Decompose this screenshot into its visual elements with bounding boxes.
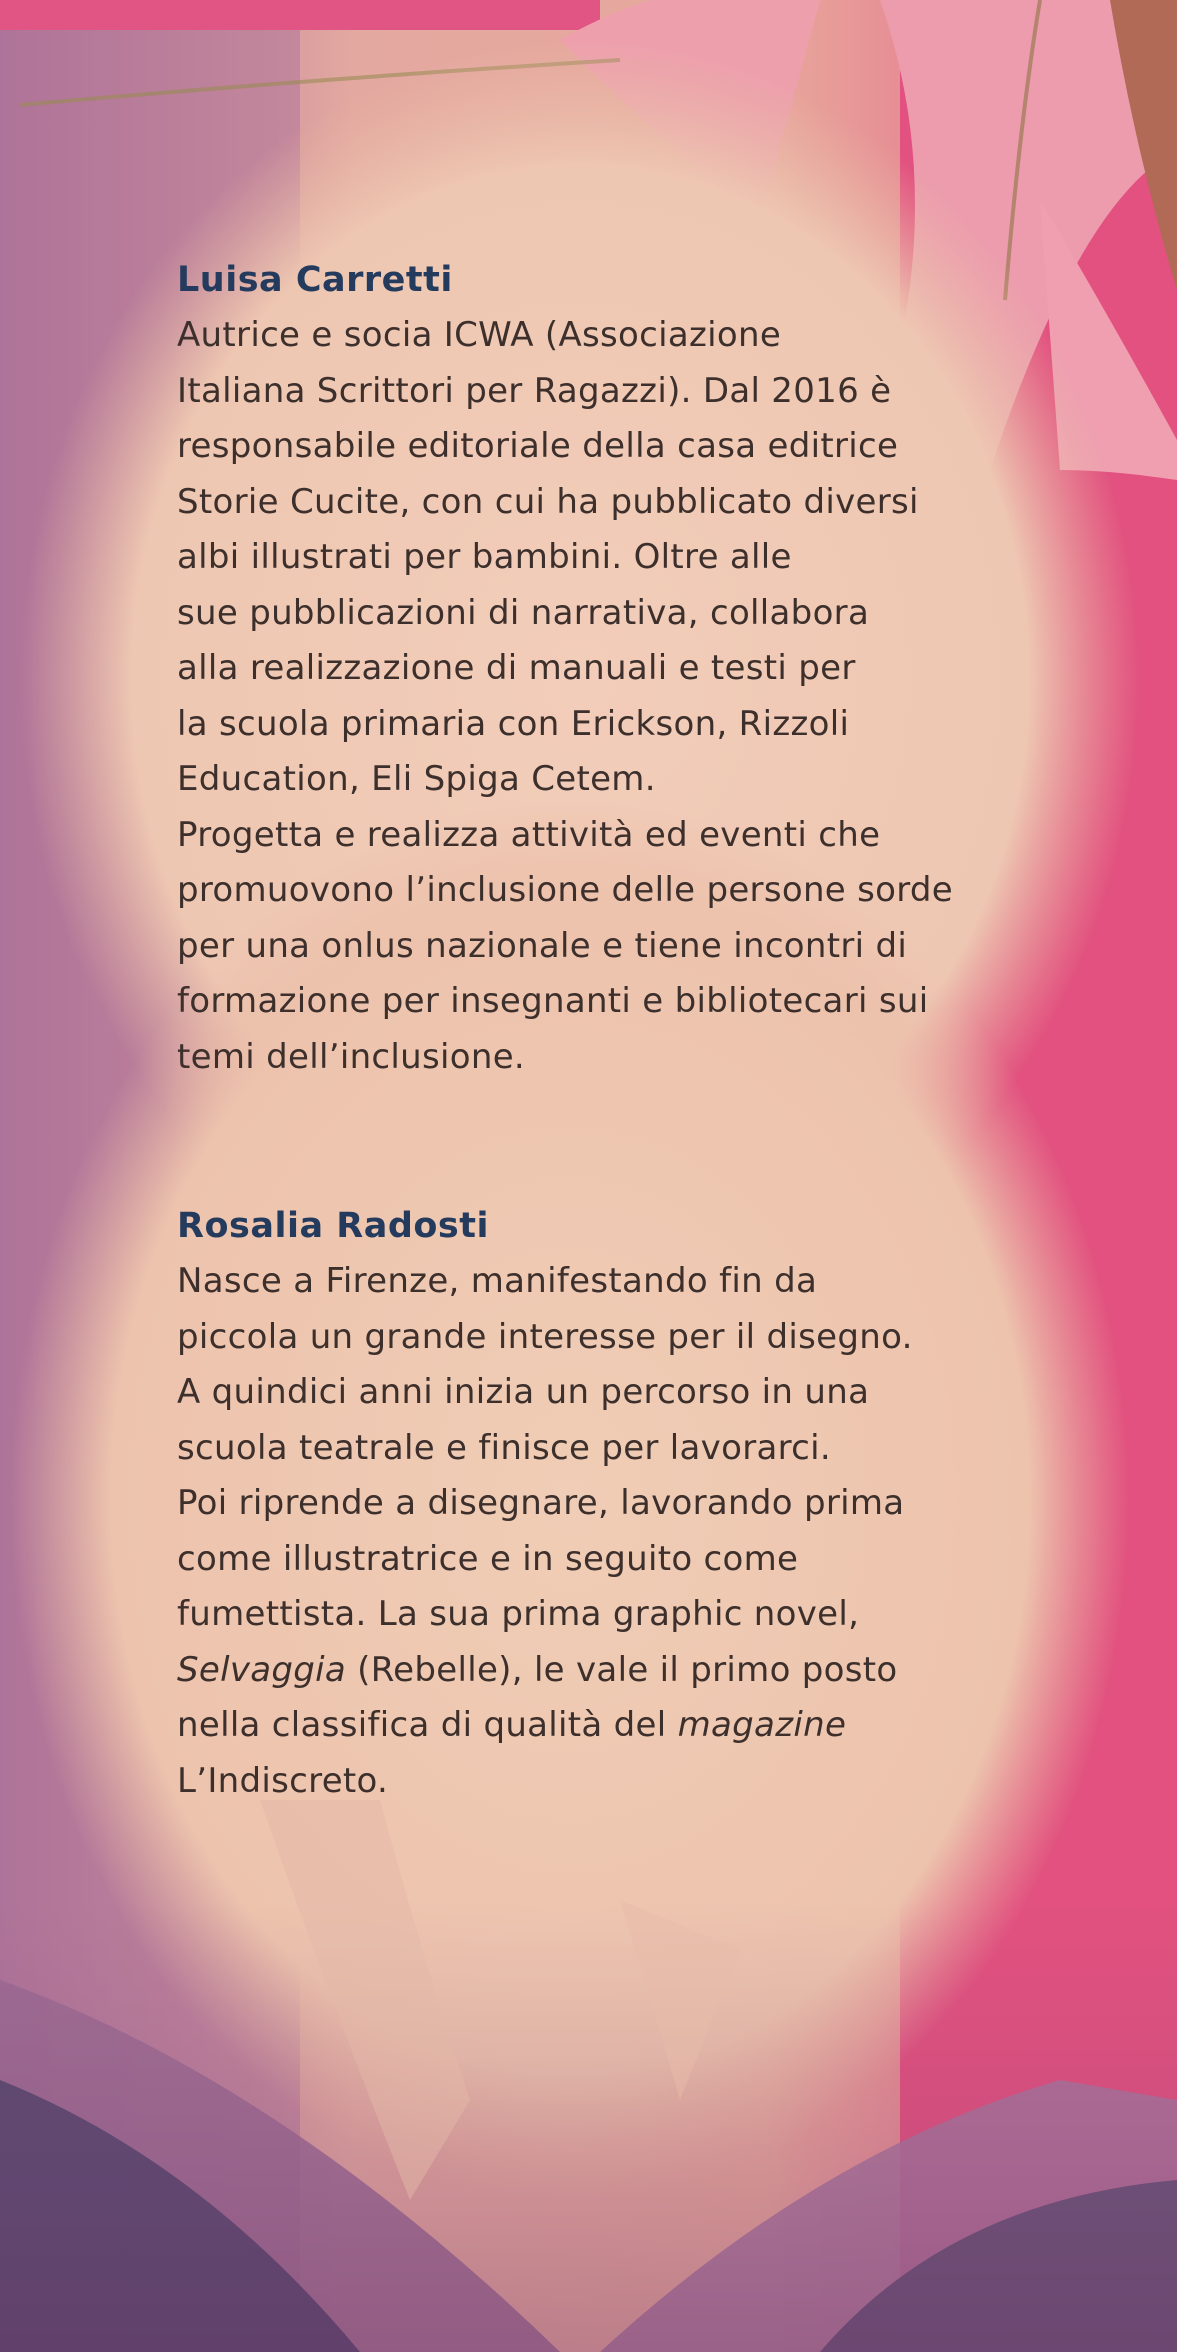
bio-line: la scuola primaria con Erickson, Rizzoli (177, 703, 850, 744)
bio-line: responsabile editoriale della casa editrice (177, 426, 899, 466)
book-title-italic: Selvaggia (177, 1649, 347, 1690)
italic-word: magazine (677, 1705, 847, 1745)
bio-line: come illustratrice e in seguito come (177, 1538, 799, 1579)
bio-line: Storie Cucite, con cui ha pubblicato diversi (177, 481, 919, 522)
bio-line: alla realizzazione di manuali e testi per (177, 648, 856, 688)
bio-line: per una onlus nazionale e tiene incontri di (177, 925, 908, 966)
author-name: Luisa Carretti (177, 260, 453, 300)
bio-line: Autrice e socia ICWA (Associazione (177, 315, 782, 355)
author-name: Rosalia Radosti (177, 1206, 489, 1246)
top-magenta-strip (0, 0, 600, 30)
bio-line: L’Indiscreto. (177, 1760, 389, 1801)
bio-line: Nasce a Firenze, manifestando fin da (177, 1261, 818, 1301)
bio-line: sue pubblicazioni di narrativa, collabora (177, 592, 870, 633)
bio-line: piccola un grande interesse per il disegno. (177, 1316, 913, 1357)
bio-line-with-italic-title (177, 1643, 977, 1699)
bio-line: albi illustrati per bambini. Oltre alle (177, 537, 792, 577)
author-bio-luisa-carretti (177, 252, 977, 1085)
bio-line: promuovono l’inclusione delle persone sorde (177, 870, 954, 910)
bio-line: Poi riprende a disegnare, lavorando prima (177, 1483, 905, 1523)
bio-line: scuola teatrale e finisce per lavorarci. (177, 1427, 831, 1468)
bio-line-with-italic-word (177, 1698, 977, 1754)
bio-line-rest: (Rebelle), le vale il primo posto (346, 1649, 898, 1690)
bio-line: Education, Eli Spiga Cetem. (177, 759, 656, 799)
bio-line-start: nella classifica di qualità del (177, 1705, 678, 1745)
bio-line: Progetta e realizza attività ed eventi che (177, 814, 881, 855)
bio-line: A quindici anni inizia un percorso in una (177, 1372, 870, 1412)
author-bio-rosalia-radosti (177, 1198, 977, 1809)
bio-line: formazione per insegnanti e bibliotecari sui (177, 981, 929, 1021)
bio-line: fumettista. La sua prima graphic novel, (177, 1594, 860, 1634)
bio-line: temi dell’inclusione. (177, 1036, 526, 1077)
bio-line: Italiana Scrittori per Ragazzi). Dal 2016 è (177, 370, 892, 411)
